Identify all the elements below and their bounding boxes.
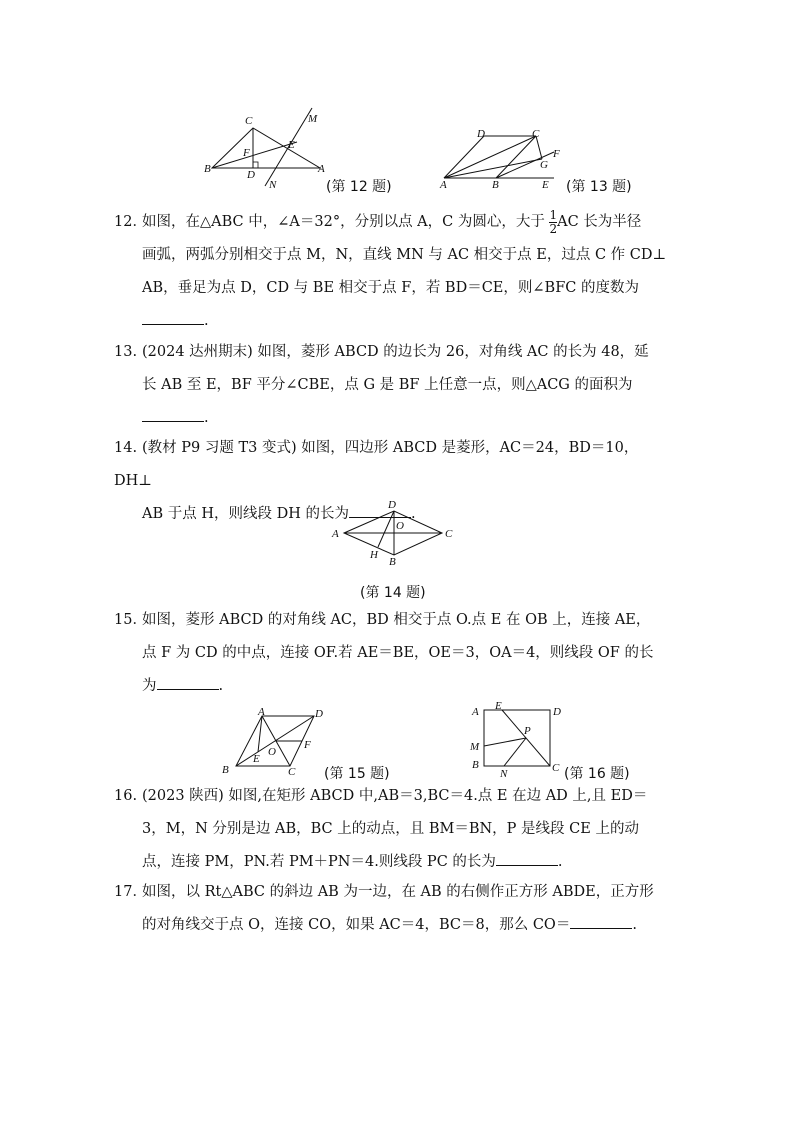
fraction: $\frac{1}{2}$ [549,207,558,236]
question-17: 17．如图，以 Rt△ABC 的斜边 AB 为一边，在 AB 的右侧作正方形 ABDE，正方形 的对角线交于点 O，连接 CO，如果 AC＝4，BC＝8，那么 CO＝ . [114,876,674,942]
label-D: D [315,708,323,720]
label-D: D [388,499,396,511]
question-12: 12．如图，在△ABC 中，∠A＝32°，分别以点 A，C 为圆心，大于 $\frac{1}{2}$ AC 长为半径 画弧，两弧分别相交于点 M，N，直线 MN 与 AC 相交于点 E，过点 C 作 CD⊥ AB，垂足为点 D，CD 与 BE 相交于点 F，若 BD＝CE，则∠BFC 的度数为 . [114,207,667,329]
answer-blank[interactable] [157,675,219,690]
label-A: A [472,706,479,718]
answer-blank[interactable] [142,407,204,422]
label-C: C [245,115,253,127]
figure-13 [436,126,566,192]
question-15: 15．如图，菱形 ABCD 的对角线 AC，BD 相交于点 O.点 E 在 OB 上，连接 AE， 点 F 为 CD 的中点，连接 OF.若 AE＝BE，OE＝3，OA＝4，则线段 OF 的长 为 . [114,604,674,703]
figure-13-diagram [436,126,566,192]
figure-15-diagram [218,706,338,778]
label-E: E [253,753,260,765]
figure-14-diagram [330,498,460,566]
question-number: 17． [114,884,147,900]
figure-12-caption: (第 12 题) [326,179,392,195]
label-C: C [445,528,453,540]
answer-blank[interactable] [142,310,204,325]
label-M: M [470,741,480,753]
label-C: C [532,128,540,140]
label-A: A [258,706,265,718]
figure-16-diagram [466,702,566,778]
label-G: G [540,159,548,171]
label-B: B [472,759,479,771]
figure-15 [218,706,338,778]
label-F: F [553,148,560,160]
question-14: 14. (教材 P9 习题 T3 变式) 如图，四边形 ABCD 是菱形，AC＝24，BD＝10，DH⊥ AB 于点 H，则线段 DH 的长为 . [114,432,674,531]
question-number: 13. [114,344,138,360]
question-number: 12． [114,214,147,230]
label-A: A [440,179,447,191]
figure-14-caption: (第 14 题) [360,585,426,601]
label-F: F [304,739,311,751]
answer-blank[interactable] [496,851,558,866]
question-16: 16. (2023 陕西) 如图,在矩形 ABCD 中,AB＝3,BC＝4.点 E 在边 AD 上,且 ED＝ 3，M，N 分别是边 AB，BC 上的动点，且 BM＝BN，P 是线段 CE 上的动 点，连接 PM，PN.若 PM＋PN＝4.则线段 PC 的长为 . [114,780,674,879]
label-C: C [552,762,560,774]
question-number: 16. [114,788,138,804]
label-M: M [308,113,318,125]
label-D: D [247,169,255,181]
figure-15-caption: (第 15 题) [324,766,390,782]
label-D: D [477,128,485,140]
label-O: O [268,746,276,758]
figure-16 [466,702,566,778]
label-B: B [222,764,229,776]
label-A: A [318,163,325,175]
figure-14 [330,498,460,566]
label-N: N [269,179,277,191]
figure-13-caption: (第 13 题) [566,179,632,195]
label-H: H [370,549,378,561]
label-E: E [542,179,549,191]
question-13: 13. (2024 达州期末) 如图，菱形 ABCD 的边长为 26，对角线 AC 的长为 48，延 长 AB 至 E，BF 平分∠CBE，点 G 是 BF 上任意一点，则△ACG 的面积为 . [114,336,674,435]
label-B: B [389,556,396,568]
answer-blank[interactable] [570,914,632,929]
label-C: C [288,766,296,778]
label-P: P [524,725,531,737]
label-O: O [396,520,404,532]
label-D: D [553,706,561,718]
label-E: E [288,139,295,151]
figure-16-caption: (第 16 题) [564,766,630,782]
label-E: E [495,700,502,712]
figure-12-diagram [200,100,330,192]
question-number: 14. [114,440,138,456]
question-number: 15． [114,612,147,628]
label-B: B [204,163,211,175]
label-N: N [500,768,508,780]
label-B: B [492,179,499,191]
label-A: A [332,528,339,540]
figure-12 [200,100,330,192]
label-F: F [243,147,250,159]
